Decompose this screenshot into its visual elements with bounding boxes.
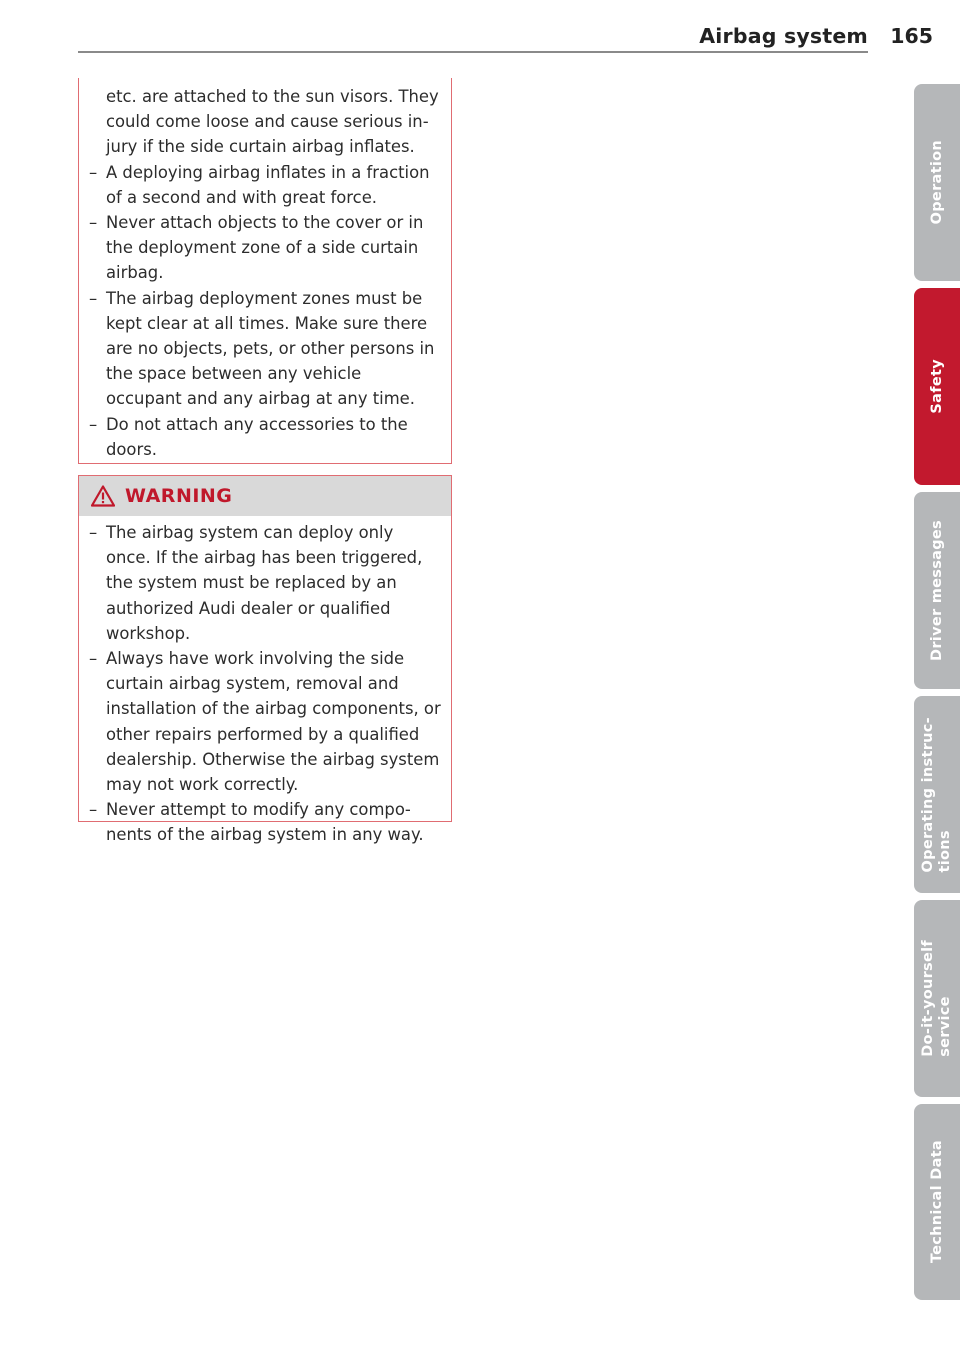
tab-operating-instructions[interactable] (914, 696, 960, 893)
warning-triangle-icon (91, 485, 115, 507)
continuation-box (78, 78, 452, 464)
list-item: – Never attach objects to the cover or in the deployment zone of a side curtain airbag. (89, 213, 424, 283)
warning-header (79, 476, 451, 516)
list-item: – A deploying airbag inflates in a fraction of a second and with great force. (89, 162, 430, 207)
tab-label: Do-it-yourself service (920, 940, 953, 1057)
section-title: Airbag system (699, 24, 868, 48)
tab-driver-messages[interactable] (914, 492, 960, 689)
tab-technical-data[interactable] (914, 1104, 960, 1300)
list-item: – Do not attach any accessories to the doors. (89, 414, 408, 459)
page-number: 165 (890, 24, 933, 48)
tab-label: Driver messages (928, 520, 945, 661)
list-item: – The airbag system can deploy only once. If the airbag has been triggered, the system must be replaced by an authorized Audi dealer or qualified workshop. (89, 523, 423, 643)
warning-box (78, 475, 452, 845)
list-item: – Never attempt to modify any components of the airbag system in any way. (89, 800, 424, 845)
header-rule (78, 51, 868, 53)
tab-operation[interactable] (914, 84, 960, 281)
list-item: – The airbag deployment zones must be kept clear at all times. Make sure there are no objects, pets, or other persons in the space between any vehicle occupant and any airbag at any time. (89, 288, 435, 409)
tab-label: Technical Data (928, 1140, 945, 1264)
tab-label: Operation (928, 140, 945, 225)
warning-title: WARNING (125, 485, 233, 507)
tab-label: Operating instruc- tions (920, 716, 953, 873)
tab-safety[interactable] (914, 288, 960, 485)
continuation-lead: etc. are attached to the sun visors. They could come loose and cause serious injury if the side curtain airbag inflates. (106, 87, 439, 157)
tab-label: Safety (928, 359, 945, 414)
list-item: – Always have work involving the side curtain airbag system, removal and installation of the airbag components, or other repairs performed by a qualified dealership. Otherwise the airbag system may not work correctly. (89, 649, 441, 795)
tab-do-it-yourself-service[interactable] (914, 900, 960, 1097)
